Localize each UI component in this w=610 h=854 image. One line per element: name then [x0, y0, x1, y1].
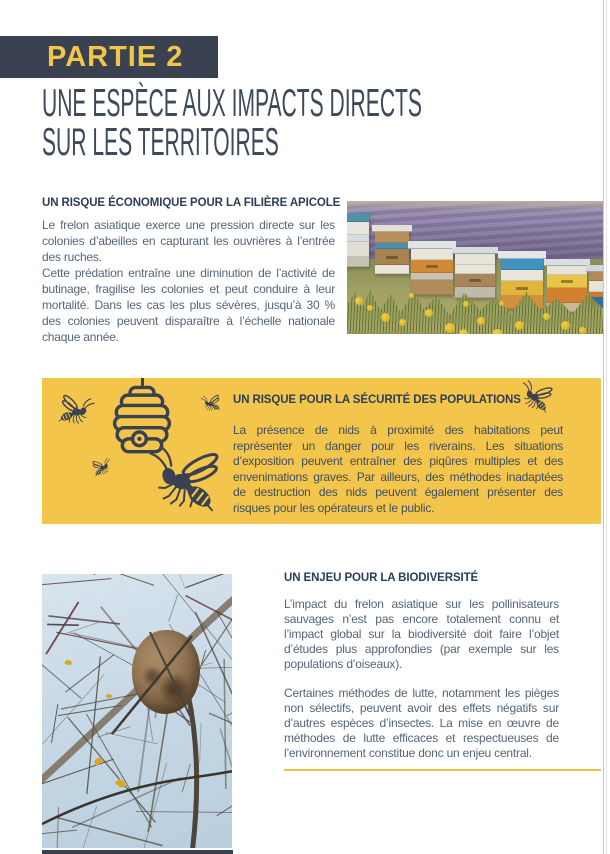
beehive: [455, 247, 495, 298]
page-title-line2: SUR LES TERRITOIRES: [42, 121, 279, 164]
sunflower: [399, 319, 406, 326]
safety-heading: UN RISQUE POUR LA SÉCURITÉ DES POPULATIONS: [233, 394, 521, 406]
beehive: [375, 225, 409, 274]
branches-front: [42, 574, 232, 848]
sunflower: [561, 321, 570, 330]
hornet-icon-small-left: [55, 391, 97, 430]
biodiversity-body: [284, 597, 559, 761]
sunflower: [492, 329, 503, 334]
biodiversity-para-1: L’impact du frelon asiatique sur les pollinisateurs sauvages n’est pas encore totalement connu et l’impact global sur la biodiversité doit faire l’objet d’études plus approfondies (par exemple sur les populations d’oiseaux).: [284, 597, 559, 671]
sunflower: [543, 313, 550, 320]
apicole-para-1: Le frelon asiatique exerce une pression directe sur les colonies d’abeilles en capturant les ouvrières à l’entrée des ruches.: [42, 218, 335, 264]
sunflower: [459, 329, 468, 334]
page-title-line1: UNE ESPÈCE AUX IMPACTS DIRECTS: [42, 82, 422, 125]
footer-bar: [42, 850, 233, 854]
beehives-lavender-photo: [347, 201, 603, 334]
sunflower: [463, 301, 469, 307]
page-title: [42, 82, 422, 164]
hornet-icon-large: [144, 441, 225, 514]
sunflower: [445, 323, 455, 333]
sunflower: [515, 321, 524, 330]
beehive: [411, 241, 453, 295]
sunflower: [579, 327, 586, 334]
biodiversity-para-2: Certaines méthodes de lutte, notamment les pièges non sélectifs, peuvent avoir des effets négatifs sur d’autres espèces d’insectes. La mise en œuvre de méthodes de lutte efficaces et respectueuses de l’environnement constitue donc un enjeu central.: [284, 686, 559, 760]
hornet-icon-tiny: [91, 456, 114, 477]
sunflower: [381, 313, 390, 322]
apicole-heading: UN RISQUE ÉCONOMIQUE POUR LA FILIÈRE APICOLE: [42, 197, 341, 209]
hornet-nest-photo: [42, 574, 232, 848]
safety-box: [42, 378, 601, 524]
sunflower: [477, 317, 485, 325]
sunflower: [499, 301, 504, 306]
sunflower: [425, 309, 433, 317]
sunflower: [355, 297, 363, 305]
beehive: [347, 213, 369, 267]
safety-body: La présence de nids à proximité des habitations peut représenter un danger pour les riverains. Les situations d’exposition peuvent entraîner des piqûres multiples et des envenimations graves. Par ailleurs, des méthodes inadaptées de destruction des nids peuvent également présenter des risques pour les opérateurs et le public.: [233, 423, 563, 515]
apicole-body: [42, 217, 335, 345]
page-edge-line: [603, 0, 604, 854]
apicole-para-2: Cette prédation entraîne une diminution de l’activité de butinage, fragilise les colonies et peut conduire à leur mortalité. Dans les cas les plus sévères, jusqu’à 30 % des colonies peuvent disparaître à l’échelle nationale chaque année.: [42, 266, 335, 344]
part-badge: [0, 36, 218, 78]
hornet-icon-heading-left: [200, 393, 222, 414]
yellow-divider: [284, 769, 601, 771]
biodiversity-heading: UN ENJEU POUR LA BIODIVERSITÉ: [284, 572, 479, 584]
sunflower: [409, 293, 414, 298]
sunflower: [367, 305, 373, 311]
page-edge-shadow: [606, 0, 607, 854]
part-badge-label: PARTIE 2: [47, 40, 184, 73]
hornet-icon-heading-right: [516, 377, 556, 414]
